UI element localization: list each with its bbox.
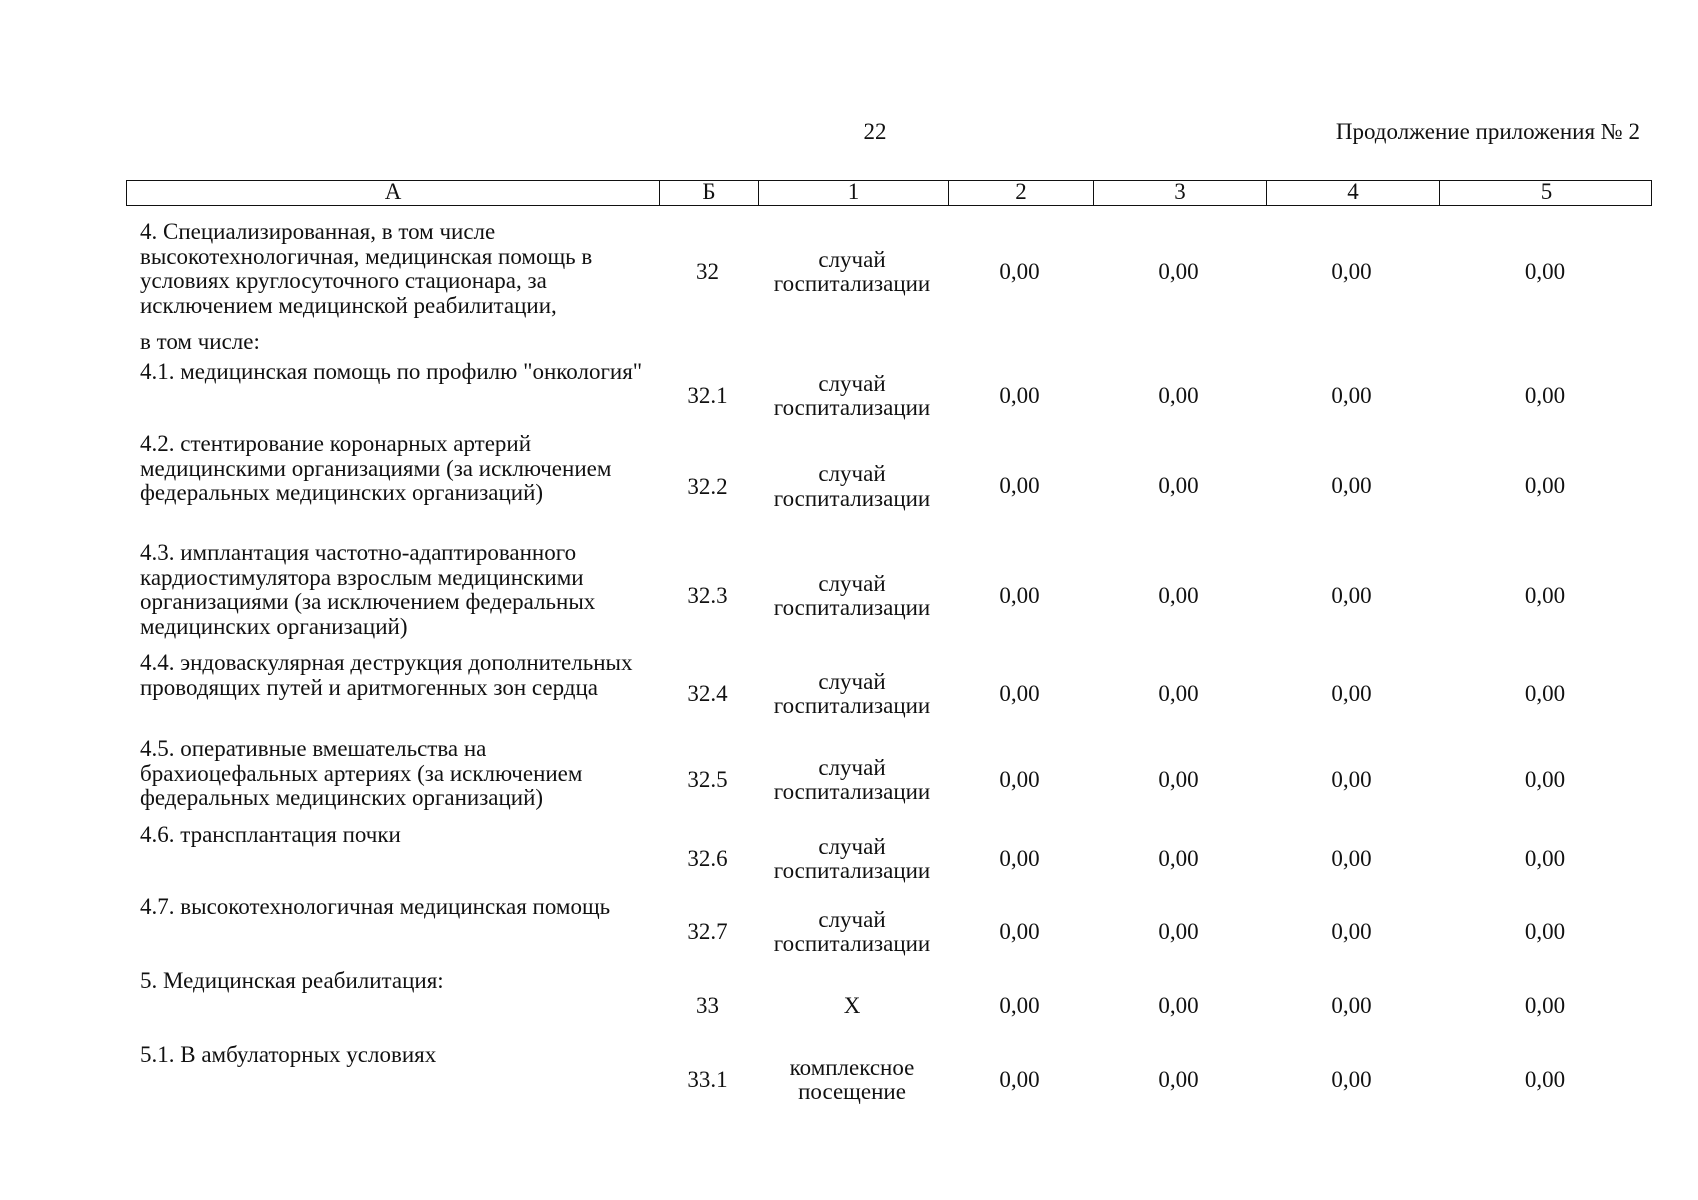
row-description: 4.1. медицинская помощь по профилю "онкология" bbox=[140, 359, 643, 384]
row-value-3: 0,00 bbox=[1158, 258, 1199, 284]
row-value-5: 0,00 bbox=[1524, 845, 1566, 871]
table-body bbox=[126, 220, 1652, 1117]
row-code: 32.7 bbox=[687, 919, 728, 944]
row-value-2: 0,00 bbox=[999, 1066, 1040, 1092]
row-value-3: 0,00 bbox=[1158, 1066, 1199, 1092]
table-row bbox=[126, 220, 1652, 324]
column-header: 5 bbox=[1439, 181, 1653, 205]
column-header: 4 bbox=[1266, 181, 1439, 205]
continuation-label: Продолжение приложения № 2 bbox=[1335, 119, 1640, 144]
row-description: 4.7. высокотехнологичная медицинская помощь bbox=[140, 894, 611, 919]
row-value-3: 0,00 bbox=[1158, 992, 1199, 1018]
row-code: 32 bbox=[696, 259, 719, 284]
row-code: 32.6 bbox=[687, 846, 728, 871]
row-value-2: 0,00 bbox=[999, 766, 1040, 792]
column-header: 2 bbox=[948, 181, 1093, 205]
row-description: 5.1. В амбулаторных условиях bbox=[140, 1042, 437, 1067]
row-description: 5. Медицинская реабилитация: bbox=[140, 968, 444, 993]
column-header: 3 bbox=[1093, 181, 1266, 205]
row-value-5: 0,00 bbox=[1524, 382, 1566, 408]
row-code: 32.5 bbox=[687, 767, 728, 792]
row-value-3: 0,00 bbox=[1158, 918, 1199, 944]
row-unit: случай госпитализации bbox=[773, 370, 931, 420]
row-description: 4.6. трансплантация почки bbox=[140, 822, 401, 847]
row-value-3: 0,00 bbox=[1158, 845, 1199, 871]
table-row bbox=[126, 324, 1652, 360]
row-code: 32.2 bbox=[687, 473, 728, 499]
row-unit: комплексное посещение bbox=[789, 1054, 915, 1104]
row-code: 32.1 bbox=[687, 383, 728, 408]
row-value-3: 0,00 bbox=[1158, 766, 1199, 792]
column-header: А bbox=[384, 179, 402, 204]
row-description: 4.4. эндоваскулярная деструкция дополнительных проводящих путей и аритмогенных зон сердца bbox=[140, 650, 633, 700]
row-unit: случай госпитализации bbox=[773, 754, 931, 804]
row-code: 32.3 bbox=[687, 583, 728, 608]
row-value-2: 0,00 bbox=[999, 992, 1040, 1018]
row-unit: Х bbox=[843, 992, 861, 1018]
table-row bbox=[126, 360, 1652, 432]
row-value-5: 0,00 bbox=[1524, 766, 1566, 792]
row-value-2: 0,00 bbox=[999, 382, 1040, 408]
row-description: 4.3. имплантация частотно-адаптированного кардиостимулятора взрослым медицинскими организациями (за исключением федеральных медицинских организаций) bbox=[140, 540, 596, 639]
table-row bbox=[126, 895, 1652, 969]
row-value-4: 0,00 bbox=[1331, 1066, 1372, 1092]
row-value-2: 0,00 bbox=[999, 845, 1040, 871]
row-code: 32.4 bbox=[687, 681, 728, 706]
table-row bbox=[126, 651, 1652, 737]
table-row bbox=[126, 737, 1652, 823]
row-value-2: 0,00 bbox=[999, 473, 1040, 499]
row-unit: случай госпитализации bbox=[773, 668, 931, 718]
row-value-5: 0,00 bbox=[1524, 258, 1566, 284]
row-value-3: 0,00 bbox=[1158, 582, 1199, 608]
row-value-5: 0,00 bbox=[1524, 473, 1566, 499]
table-row bbox=[126, 432, 1652, 541]
column-header: 1 bbox=[758, 181, 948, 205]
table-row bbox=[126, 823, 1652, 895]
row-description: 4. Специализированная, в том числе высокотехнологичная, медицинская помощь в условиях круглосуточного стационара, за исключением медицинской реабилитации, bbox=[140, 219, 593, 318]
table-header bbox=[126, 180, 1652, 206]
column-header: Б bbox=[659, 181, 758, 205]
page-number: 22 bbox=[863, 119, 887, 144]
row-code: 33.1 bbox=[687, 1067, 728, 1092]
row-value-3: 0,00 bbox=[1158, 473, 1199, 499]
row-value-2: 0,00 bbox=[999, 258, 1040, 284]
row-value-2: 0,00 bbox=[999, 582, 1040, 608]
row-value-4: 0,00 bbox=[1331, 382, 1372, 408]
row-value-3: 0,00 bbox=[1158, 382, 1199, 408]
row-value-5: 0,00 bbox=[1524, 918, 1566, 944]
row-description: в том числе: bbox=[140, 328, 260, 354]
row-unit: случай госпитализации bbox=[773, 246, 931, 296]
row-value-5: 0,00 bbox=[1524, 582, 1566, 608]
row-value-5: 0,00 bbox=[1524, 680, 1566, 706]
row-value-5: 0,00 bbox=[1524, 992, 1566, 1018]
row-value-4: 0,00 bbox=[1331, 766, 1372, 792]
row-value-4: 0,00 bbox=[1331, 680, 1372, 706]
table-row bbox=[126, 969, 1652, 1043]
row-unit: случай госпитализации bbox=[773, 570, 931, 620]
table-row bbox=[126, 1043, 1652, 1117]
row-value-4: 0,00 bbox=[1331, 258, 1372, 284]
row-unit: случай госпитализации bbox=[773, 906, 931, 956]
row-code: 33 bbox=[696, 993, 719, 1018]
row-value-4: 0,00 bbox=[1331, 473, 1372, 499]
row-value-2: 0,00 bbox=[999, 918, 1040, 944]
row-unit: случай госпитализации bbox=[773, 461, 931, 511]
row-description: 4.2. стентирование коронарных артерий медицинскими организациями (за исключением федеральных медицинских организаций) bbox=[140, 431, 612, 505]
row-unit: случай госпитализации bbox=[773, 833, 931, 883]
row-value-4: 0,00 bbox=[1331, 918, 1372, 944]
row-description: 4.5. оперативные вмешательства на брахиоцефальных артериях (за исключением федеральных медицинских организаций) bbox=[140, 736, 583, 810]
row-value-3: 0,00 bbox=[1158, 680, 1199, 706]
row-value-2: 0,00 bbox=[999, 680, 1040, 706]
row-value-4: 0,00 bbox=[1331, 992, 1372, 1018]
row-value-4: 0,00 bbox=[1331, 582, 1372, 608]
table-row bbox=[126, 541, 1652, 651]
row-value-4: 0,00 bbox=[1331, 845, 1372, 871]
row-value-5: 0,00 bbox=[1524, 1066, 1566, 1092]
